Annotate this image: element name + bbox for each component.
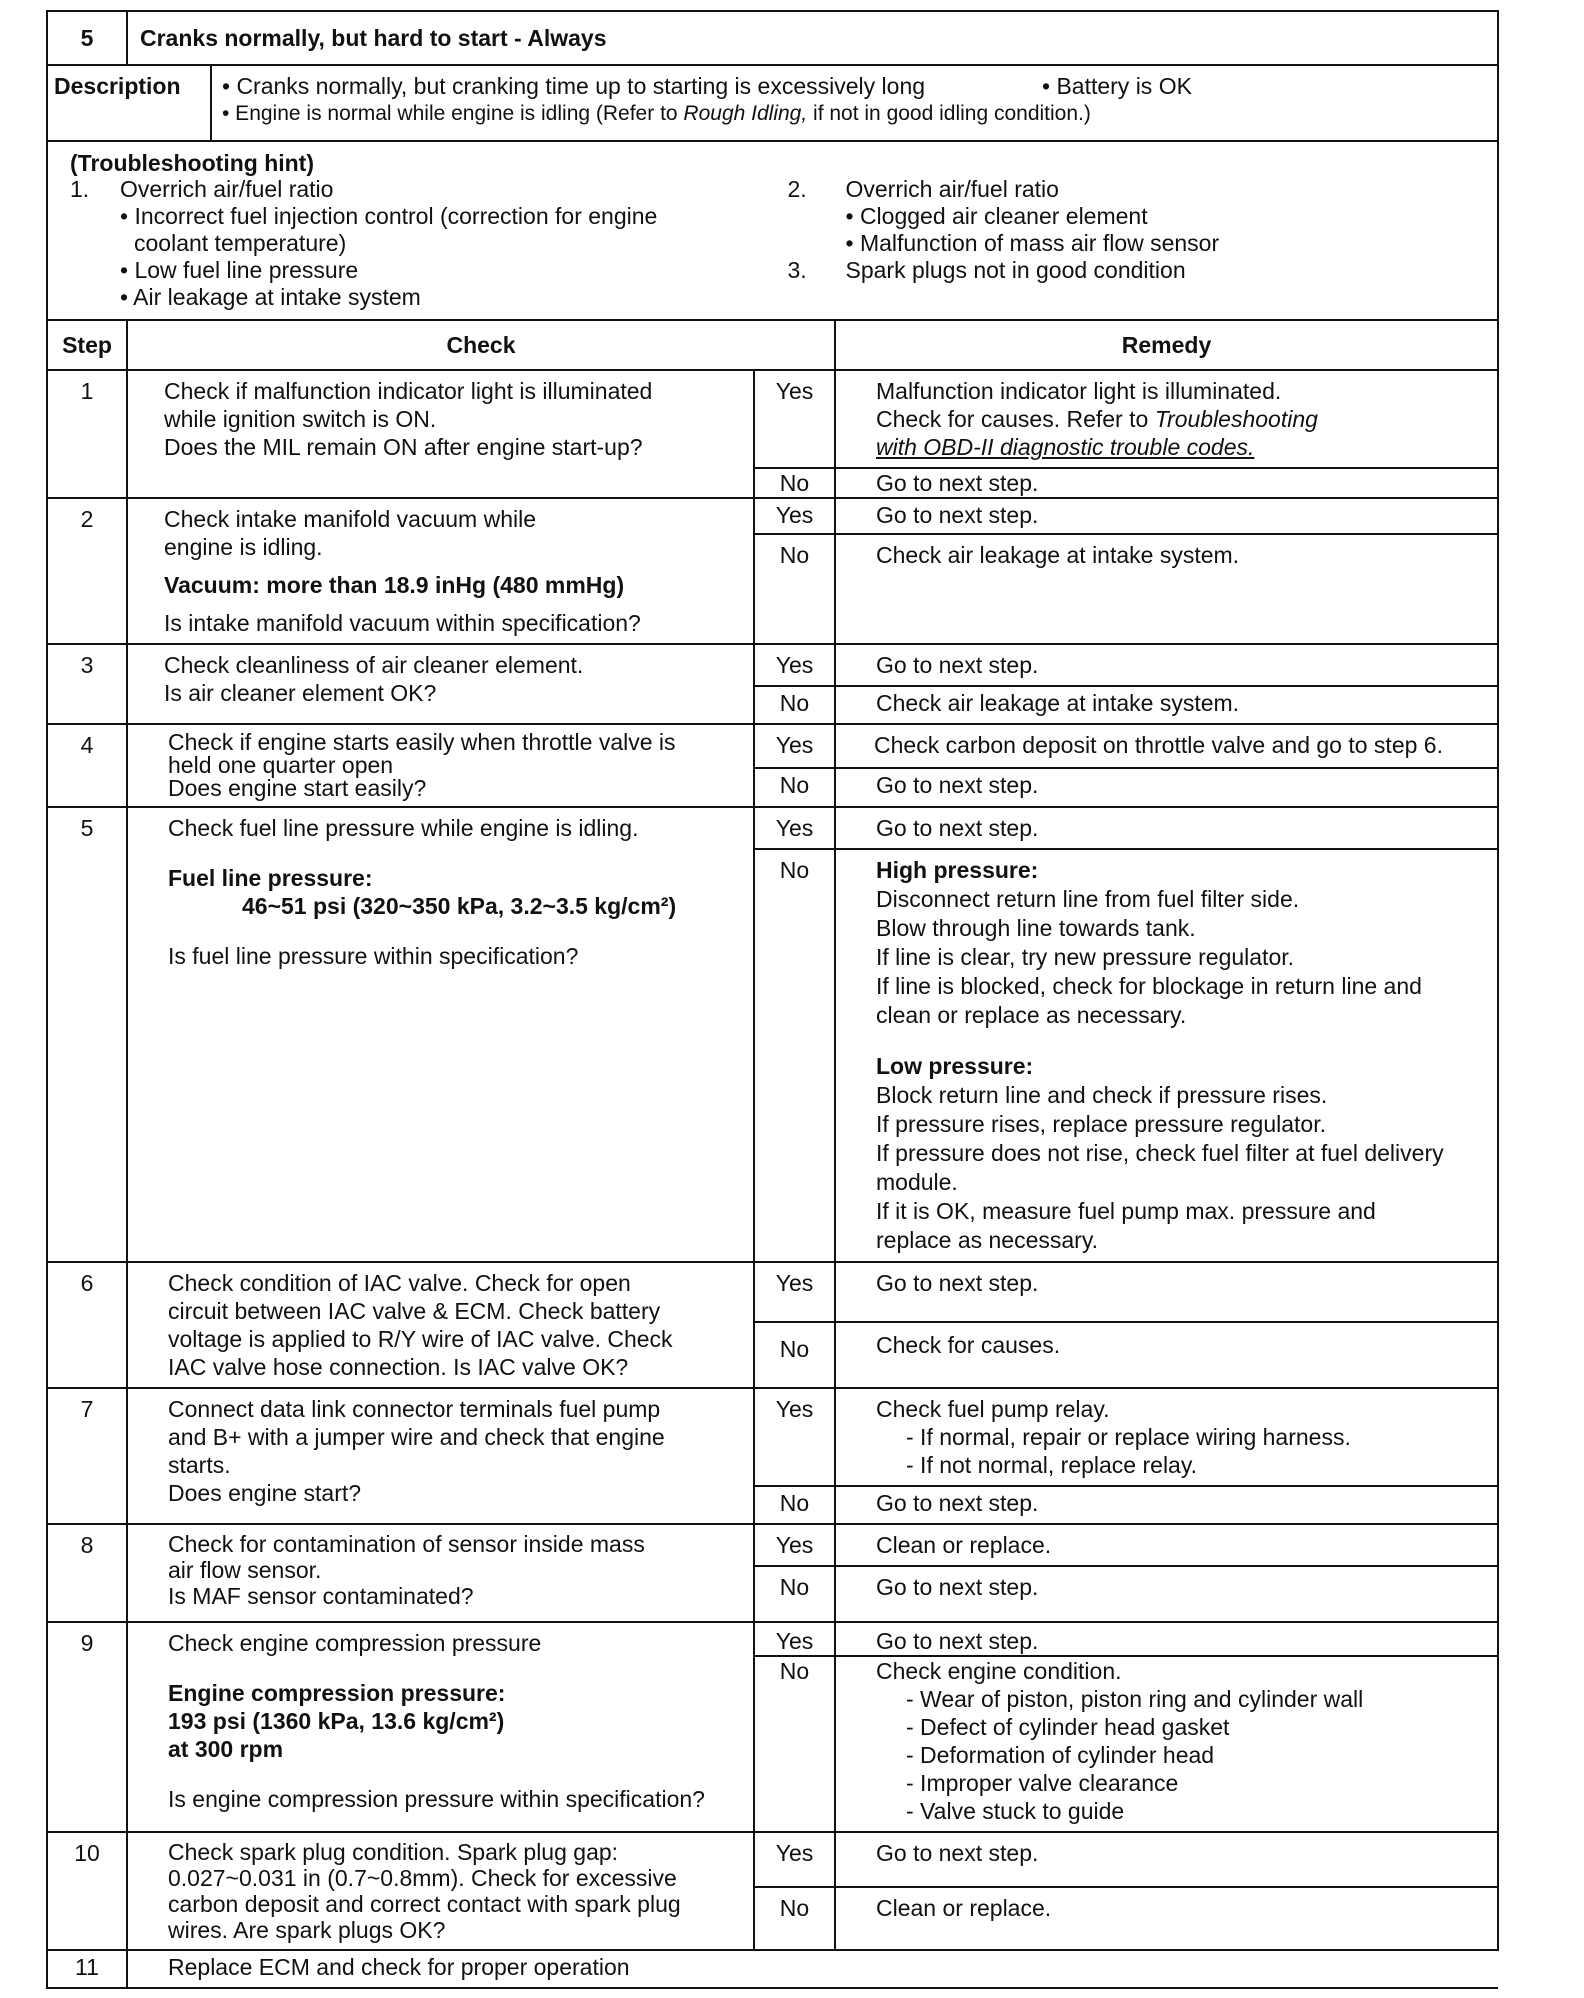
check-line: voltage is applied to R/Y wire of IAC valve. Check xyxy=(168,1326,673,1352)
no-label: No xyxy=(754,1566,835,1622)
no-label: No xyxy=(754,1322,835,1388)
step-row xyxy=(47,644,1498,686)
yes-label: Yes xyxy=(754,724,835,768)
description-line2 xyxy=(222,100,1487,128)
steps-table xyxy=(46,369,1499,1989)
yes-label: Yes xyxy=(754,644,835,686)
remedy-line: Check engine condition. xyxy=(876,1658,1122,1684)
hint-title: (Troubleshooting hint) xyxy=(70,150,315,176)
check-line: Does the MIL remain ON after engine start-up? xyxy=(164,434,643,460)
check-line: held one quarter open xyxy=(168,752,394,778)
remedy-subline: - Valve stuck to guide xyxy=(906,1798,1125,1824)
check-line: Does engine start? xyxy=(168,1480,362,1506)
yes-remedy: Go to next step. xyxy=(835,1622,1498,1656)
check-line: engine is idling. xyxy=(164,534,323,560)
check-spec: Engine compression pressure: xyxy=(168,1680,506,1706)
no-label: No xyxy=(754,1887,835,1950)
no-label: No xyxy=(754,1656,835,1832)
yes-remedy: Go to next step. xyxy=(835,644,1498,686)
no-label: No xyxy=(754,686,835,724)
check-spec: Vacuum: more than 18.9 inHg (480 mmHg) xyxy=(164,572,625,598)
no-label: No xyxy=(754,849,835,1262)
yes-label: Yes xyxy=(754,1388,835,1486)
remedy-subline: - Defect of cylinder head gasket xyxy=(906,1714,1230,1740)
check-spec: 193 psi (1360 kPa, 13.6 kg/cm²) xyxy=(168,1708,505,1734)
hint-text-1: Overrich air/fuel ratio xyxy=(120,176,334,202)
yes-label: Yes xyxy=(754,807,835,849)
yes-label: Yes xyxy=(754,1524,835,1566)
step-check xyxy=(127,370,754,498)
hint-bullet: • Air leakage at intake system xyxy=(120,284,421,310)
step-row xyxy=(47,1950,1498,1988)
no-label: No xyxy=(754,768,835,807)
step-row xyxy=(47,1262,1498,1322)
symptom-title: Cranks normally, but hard to start - Always xyxy=(127,11,1498,65)
check-line: carbon deposit and correct contact with spark plug xyxy=(168,1891,681,1917)
remedy-subline: - Improper valve clearance xyxy=(906,1770,1179,1796)
step-check xyxy=(127,1388,754,1524)
hint-num-2: 2. xyxy=(787,176,807,202)
step-number: 4 xyxy=(47,724,127,807)
remedy-line: If pressure rises, replace pressure regulator. xyxy=(876,1111,1326,1137)
yes-remedy xyxy=(835,1388,1498,1486)
step-number: 5 xyxy=(47,807,127,1262)
check-line: Check intake manifold vacuum while xyxy=(164,506,537,532)
step-row xyxy=(47,1524,1498,1566)
check-question: Is fuel line pressure within specification? xyxy=(168,943,579,969)
check-line: wires. Are spark plugs OK? xyxy=(168,1917,446,1943)
check-line: while ignition switch is ON. xyxy=(164,406,437,432)
step-row xyxy=(47,498,1498,534)
check-line: Connect data link connector terminals fuel pump xyxy=(168,1396,661,1422)
yes-remedy xyxy=(835,370,1498,468)
hint-bullet: • Incorrect fuel injection control (correction for engine xyxy=(120,203,658,229)
step-row xyxy=(47,724,1498,768)
remedy-line: If pressure does not rise, check fuel filter at fuel delivery xyxy=(876,1140,1444,1166)
remedy-line: Malfunction indicator light is illuminated. xyxy=(876,378,1282,404)
no-remedy: Clean or replace. xyxy=(835,1887,1498,1950)
column-header-row xyxy=(47,320,1498,370)
description-battery: • Battery is OK xyxy=(1042,73,1192,99)
symptom-number: 5 xyxy=(47,11,127,65)
step-check xyxy=(127,1262,754,1388)
check-line: Check for contamination of sensor inside mass xyxy=(168,1531,645,1557)
remedy-line: replace as necessary. xyxy=(876,1227,1099,1253)
check-line: Check cleanliness of air cleaner element. xyxy=(164,652,584,678)
check-spec: at 300 rpm xyxy=(168,1736,284,1762)
step-row xyxy=(47,1832,1498,1887)
step-check xyxy=(127,1832,754,1950)
step-number: 2 xyxy=(47,498,127,644)
check-line: Check fuel line pressure while engine is idling. xyxy=(168,815,639,841)
step-check xyxy=(127,1622,754,1832)
step-number: 11 xyxy=(47,1950,127,1988)
no-remedy: Go to next step. xyxy=(835,1486,1498,1524)
hint-left xyxy=(70,176,758,311)
no-remedy: Check air leakage at intake system. xyxy=(835,534,1498,644)
check-line: Is MAF sensor contaminated? xyxy=(168,1583,474,1609)
remedy-line: clean or replace as necessary. xyxy=(876,1002,1187,1028)
description-line1: • Cranks normally, but cranking time up to starting is excessively long xyxy=(222,73,926,99)
remedy-line: If line is blocked, check for blockage in return line and xyxy=(876,973,1422,999)
remedy-line: Disconnect return line from fuel filter side. xyxy=(876,886,1300,912)
yes-remedy: Go to next step. xyxy=(835,1832,1498,1887)
check-line: Does engine start easily? xyxy=(168,775,427,801)
yes-label: Yes xyxy=(754,1622,835,1656)
remedy-subline: - If not normal, replace relay. xyxy=(906,1452,1198,1478)
step-check: Replace ECM and check for proper operation xyxy=(127,1950,1498,1988)
no-remedy: Go to next step. xyxy=(835,468,1498,498)
check-line: Check condition of IAC valve. Check for open xyxy=(168,1270,631,1296)
check-line: air flow sensor. xyxy=(168,1557,322,1583)
yes-remedy: Go to next step. xyxy=(835,807,1498,849)
step-number: 1 xyxy=(47,370,127,498)
hint-num-1: 1. xyxy=(70,176,90,202)
remedy-subline: - If normal, repair or replace wiring harness. xyxy=(906,1424,1351,1450)
check-line: Check if engine starts easily when throttle valve is xyxy=(168,729,676,755)
remedy-line: Check fuel pump relay. xyxy=(876,1396,1110,1422)
hint-bullet: • Low fuel line pressure xyxy=(120,257,359,283)
column-check: Check xyxy=(127,320,835,370)
description-row xyxy=(47,65,1498,141)
check-line: Check engine compression pressure xyxy=(168,1630,542,1656)
check-line: IAC valve hose connection. Is IAC valve OK? xyxy=(168,1354,629,1380)
hint-row xyxy=(47,141,1498,320)
hint-num-3: 3. xyxy=(787,257,807,283)
remedy-ref: with OBD-II diagnostic trouble codes. xyxy=(876,434,1255,460)
remedy-line: If it is OK, measure fuel pump max. pressure and xyxy=(876,1198,1376,1224)
check-line: Is air cleaner element OK? xyxy=(164,680,437,706)
hint-bullet-cont: coolant temperature) xyxy=(134,230,347,256)
remedy-line: Check for causes. Refer to xyxy=(876,406,1155,432)
no-remedy xyxy=(835,849,1498,1262)
step-number: 6 xyxy=(47,1262,127,1388)
hint-right xyxy=(758,176,1476,311)
check-question: Is engine compression pressure within specification? xyxy=(168,1786,705,1812)
remedy-line: Blow through line towards tank. xyxy=(876,915,1196,941)
check-spec-value: 46~51 psi (320~350 kPa, 3.2~3.5 kg/cm²) xyxy=(242,893,677,919)
description-label: Description xyxy=(48,66,212,140)
remedy-line: module. xyxy=(876,1169,958,1195)
step-check xyxy=(127,1524,754,1622)
remedy-subtitle: High pressure: xyxy=(876,857,1039,883)
remedy-line: If line is clear, try new pressure regulator. xyxy=(876,944,1295,970)
step-check xyxy=(127,724,754,807)
yes-remedy: Go to next step. xyxy=(835,1262,1498,1322)
yes-label: Yes xyxy=(754,1262,835,1322)
step-number: 7 xyxy=(47,1388,127,1524)
remedy-subtitle: Low pressure: xyxy=(876,1053,1034,1079)
check-line: 0.027~0.031 in (0.7~0.8mm). Check for excessive xyxy=(168,1865,677,1891)
yes-label: Yes xyxy=(754,498,835,534)
remedy-subline: - Wear of piston, piston ring and cylinder wall xyxy=(906,1686,1364,1712)
hint-text-2: Overrich air/fuel ratio xyxy=(845,176,1059,202)
check-spec-label: Fuel line pressure: xyxy=(168,865,373,891)
no-label: No xyxy=(754,1486,835,1524)
check-question: Is intake manifold vacuum within specification? xyxy=(164,610,641,636)
description-line2-post: if not in good idling condition.) xyxy=(807,102,1091,125)
no-remedy: Check air leakage at intake system. xyxy=(835,686,1498,724)
check-line: Check if malfunction indicator light is illuminated xyxy=(164,378,653,404)
check-line: Check spark plug condition. Spark plug gap: xyxy=(168,1839,619,1865)
no-remedy xyxy=(835,1656,1498,1832)
step-number: 8 xyxy=(47,1524,127,1622)
step-check xyxy=(127,498,754,644)
column-step: Step xyxy=(47,320,127,370)
no-label: No xyxy=(754,468,835,498)
check-line: and B+ with a jumper wire and check that engine xyxy=(168,1424,665,1450)
step-row xyxy=(47,1622,1498,1656)
check-line: starts. xyxy=(168,1452,231,1478)
no-remedy: Check for causes. xyxy=(835,1322,1498,1388)
yes-remedy: Go to next step. xyxy=(835,498,1498,534)
symptom-header-row xyxy=(47,11,1498,65)
hint-bullet: • Malfunction of mass air flow sensor xyxy=(845,230,1220,256)
yes-label: Yes xyxy=(754,370,835,468)
step-row xyxy=(47,370,1498,468)
description-line2-italic: Rough Idling, xyxy=(683,102,808,125)
step-number: 3 xyxy=(47,644,127,724)
step-check xyxy=(127,807,754,1262)
step-row xyxy=(47,1388,1498,1486)
troubleshooting-sheet xyxy=(46,10,1499,1989)
check-line: circuit between IAC valve & ECM. Check battery xyxy=(168,1298,661,1324)
step-number: 9 xyxy=(47,1622,127,1832)
yes-remedy: Check carbon deposit on throttle valve and go to step 6. xyxy=(835,724,1498,768)
no-remedy: Go to next step. xyxy=(835,768,1498,807)
hint-bullet: • Clogged air cleaner element xyxy=(845,203,1148,229)
no-label: No xyxy=(754,534,835,644)
remedy-line: Block return line and check if pressure rises. xyxy=(876,1082,1328,1108)
troubleshooting-table xyxy=(46,10,1499,371)
step-check xyxy=(127,644,754,724)
column-remedy: Remedy xyxy=(835,320,1498,370)
yes-remedy: Clean or replace. xyxy=(835,1524,1498,1566)
description-line2-pre: • Engine is normal while engine is idling (Refer to xyxy=(222,102,684,125)
hint-text-3: Spark plugs not in good condition xyxy=(845,257,1186,283)
remedy-ref: Troubleshooting xyxy=(1154,406,1318,432)
remedy-subline: - Deformation of cylinder head xyxy=(906,1742,1215,1768)
yes-label: Yes xyxy=(754,1832,835,1887)
step-row xyxy=(47,807,1498,849)
no-remedy: Go to next step. xyxy=(835,1566,1498,1622)
step-number: 10 xyxy=(47,1832,127,1950)
